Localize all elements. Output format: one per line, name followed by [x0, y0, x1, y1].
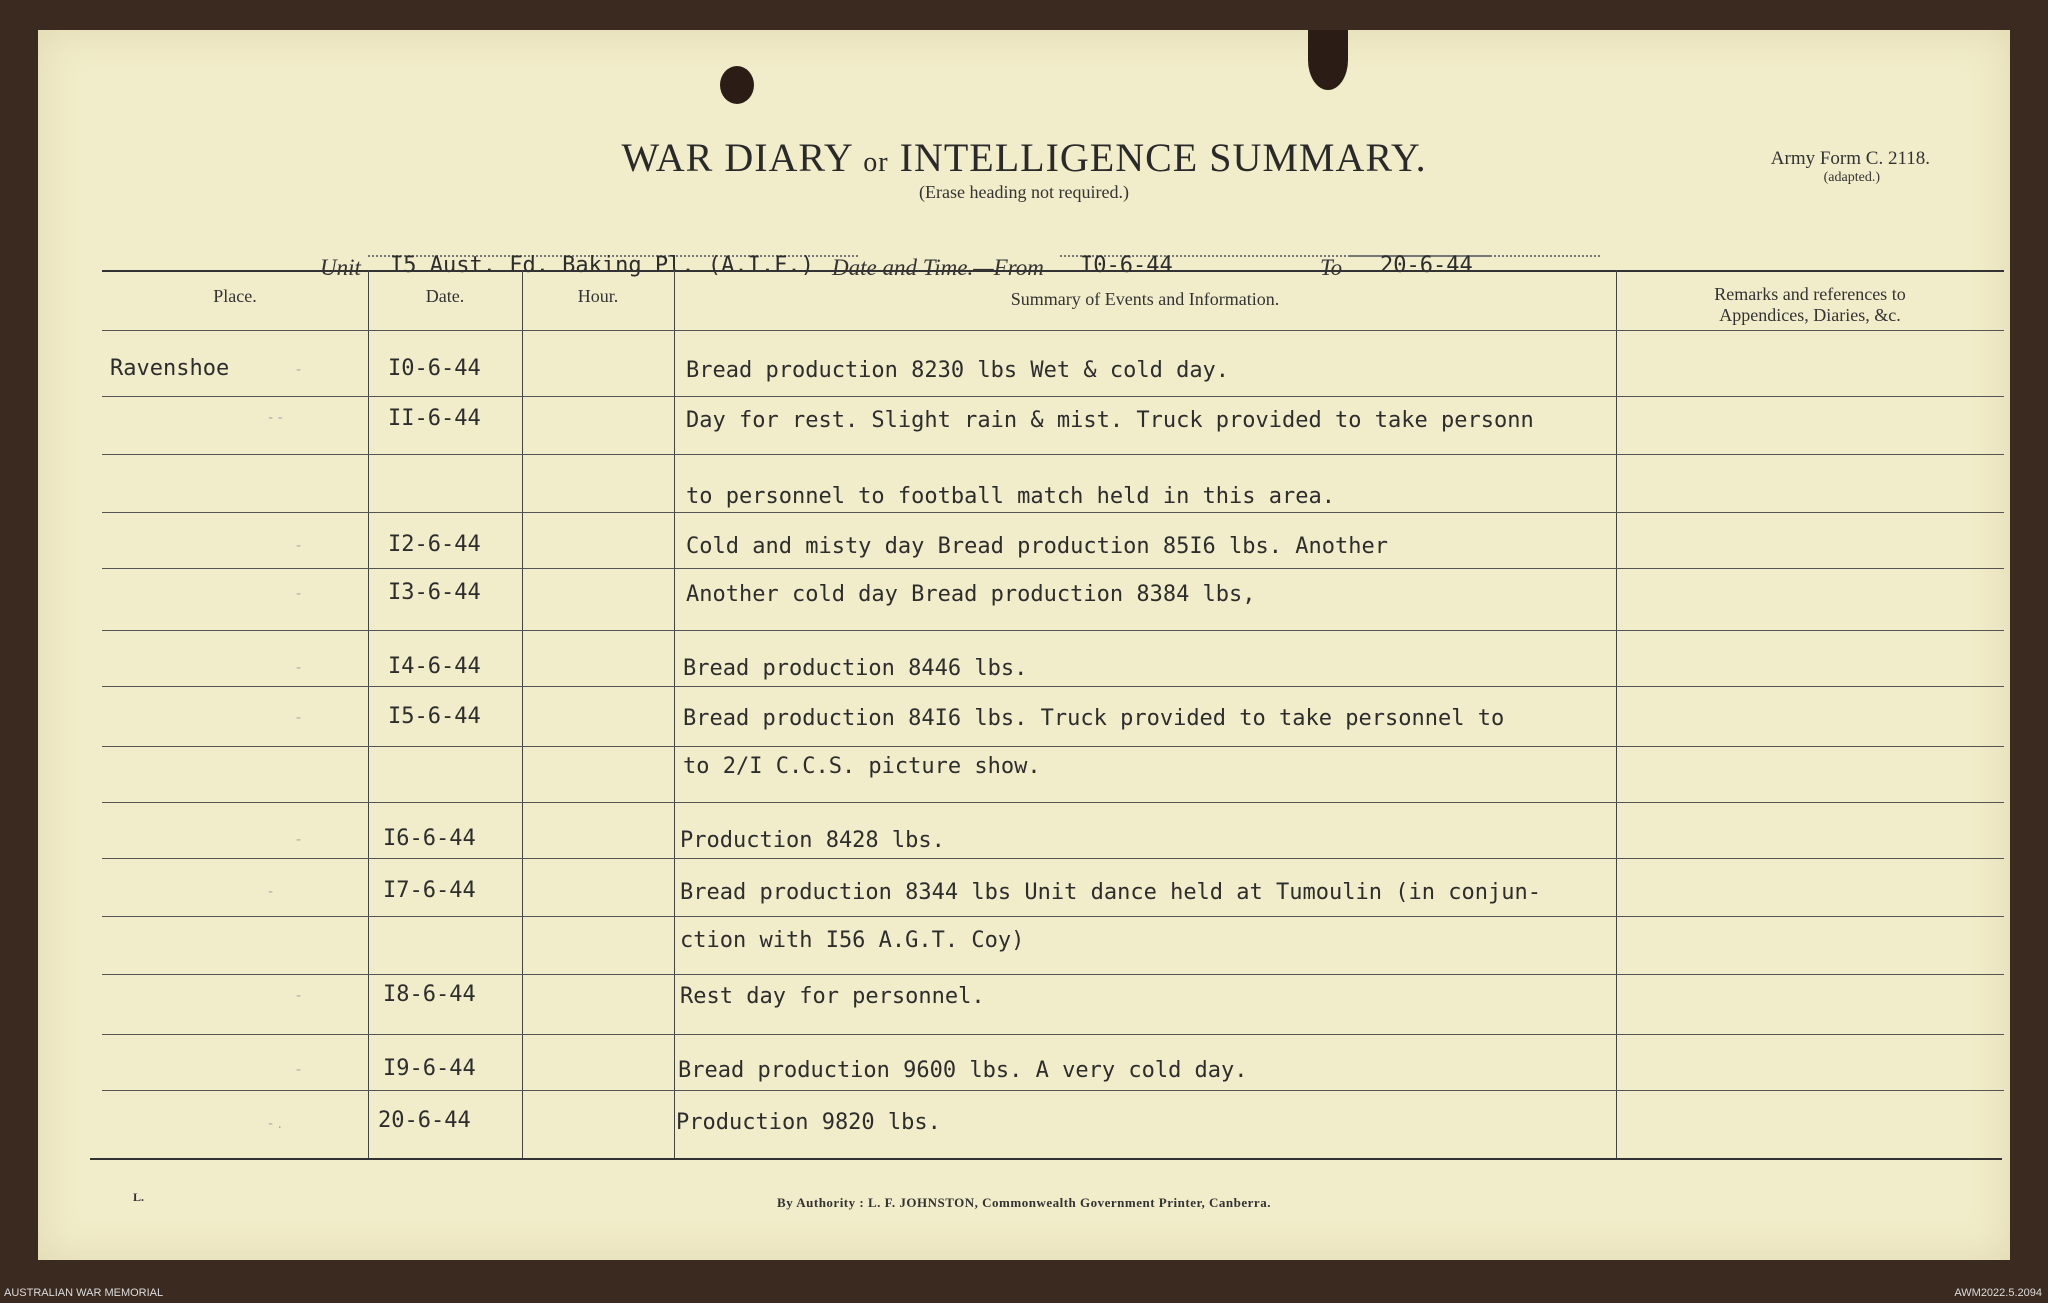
column-header-summary: Summary of Events and Information.: [1010, 289, 1280, 309]
row-rule: [102, 974, 2004, 975]
table-bottom-rule: [90, 1158, 2002, 1160]
printer-authority: By Authority : L. F. JOHNSTON, Commonwealth Government Printer, Canberra.: [777, 1195, 1271, 1210]
ditto-dash: -: [268, 884, 274, 900]
row-rule: [102, 1034, 2004, 1035]
column-divider-place-date: [368, 270, 369, 1158]
row-rule: [102, 454, 2004, 455]
remarks-header-line-2: Appendices, Diaries, &c.: [1719, 305, 1901, 325]
punch-hole: [720, 66, 754, 104]
title-intelligence-summary: INTELLIGENCE SUMMARY.: [899, 135, 1427, 180]
column-header-place: Place.: [213, 286, 257, 306]
form-mark: L.: [133, 1190, 145, 1204]
ditto-dash: -: [296, 832, 302, 848]
column-header-date: Date.: [425, 286, 465, 306]
entry-date: 20-6-44: [378, 1108, 471, 1133]
entry-summary: Bread production 84I6 lbs. Truck provided to take personnel to: [683, 706, 1505, 731]
row-rule: [102, 916, 2004, 917]
entry-summary: Rest day for personnel.: [680, 984, 985, 1009]
row-rule: [102, 568, 2004, 569]
entry-summary: Day for rest. Slight rain & mist. Truck provided to take personn: [686, 408, 1534, 433]
entry-place: Ravenshoe: [110, 356, 230, 381]
unit-value: I5 Aust. Fd. Baking Pl. (A.I.F.): [390, 253, 814, 278]
army-form-label: Army Form C. 2118.: [1770, 148, 1930, 169]
entry-summary: Bread production 8446 lbs.: [683, 656, 1028, 681]
row-rule: [102, 512, 2004, 513]
entry-date: I6-6-44: [383, 826, 476, 851]
entry-date: I2-6-44: [388, 532, 481, 557]
from-date: I0-6-44: [1080, 253, 1173, 278]
entry-summary: Another cold day Bread production 8384 lbs,: [686, 582, 1256, 607]
entry-date: I3-6-44: [388, 580, 481, 605]
entry-date: I5-6-44: [388, 704, 481, 729]
entry-date: I8-6-44: [383, 982, 476, 1007]
date-time-label: Date and Time.—From: [832, 255, 1044, 280]
archive-reference: AWM2022.5.2094: [1954, 1287, 2042, 1299]
entry-summary: ction with I56 A.G.T. Coy): [680, 928, 1025, 953]
to-label: To: [1320, 255, 1343, 280]
row-rule: [102, 1090, 2004, 1091]
entry-summary: Cold and misty day Bread production 85I6 lbs. Another: [686, 534, 1388, 559]
row-rule: [102, 746, 2004, 747]
entry-date: I7-6-44: [383, 878, 476, 903]
column-divider-hour-summary: [674, 270, 675, 1158]
ditto-dash: -: [296, 1062, 302, 1078]
entry-date: I4-6-44: [388, 654, 481, 679]
entry-summary: to 2/I C.C.S. picture show.: [683, 754, 1041, 779]
entry-summary: Bread production 8230 lbs Wet & cold day.: [686, 358, 1230, 383]
row-rule: [102, 858, 2004, 859]
ditto-dash: -: [296, 586, 302, 602]
ditto-dash: - -: [268, 410, 283, 426]
row-rule: [102, 396, 2004, 397]
ditto-dash: -: [296, 988, 302, 1004]
war-diary-form: [38, 30, 2010, 1260]
table-top-rule: [102, 270, 2004, 272]
torn-punch-hole: [1308, 30, 1348, 90]
ditto-dash: -: [296, 362, 302, 378]
column-divider-summary-remarks: [1616, 270, 1617, 1158]
archive-credit: AUSTRALIAN WAR MEMORIAL: [4, 1287, 164, 1299]
title-war-diary: WAR DIARY: [621, 135, 853, 180]
entry-summary: Bread production 9600 lbs. A very cold day.: [678, 1058, 1248, 1083]
unit-label: Unit: [320, 255, 361, 280]
adapted-label: (adapted.): [1823, 170, 1880, 185]
ditto-dash: -: [296, 538, 302, 554]
title-or: or: [863, 147, 889, 178]
entry-date: II-6-44: [388, 406, 481, 431]
entry-summary: to personnel to football match held in this area.: [686, 484, 1336, 509]
entry-summary: Production 8428 lbs.: [680, 828, 945, 853]
remarks-header-line-1: Remarks and references to: [1714, 284, 1906, 304]
ditto-dash: -: [296, 660, 302, 676]
column-header-remarks: [1616, 284, 2004, 326]
column-header-hour: Hour.: [577, 286, 619, 306]
entry-summary: Production 9820 lbs.: [676, 1110, 941, 1135]
entry-date: I9-6-44: [383, 1056, 476, 1081]
to-date: 20-6-44: [1380, 253, 1473, 278]
entry-date: I0-6-44: [388, 356, 481, 381]
row-rule: [102, 686, 2004, 687]
ditto-dash: - .: [268, 1116, 282, 1132]
row-rule: [102, 802, 2004, 803]
ditto-dash: -: [296, 710, 302, 726]
header-bottom-rule: [102, 330, 2004, 331]
entry-summary: Bread production 8344 lbs Unit dance held at Tumoulin (in conjun-: [680, 880, 1541, 905]
row-rule: [102, 630, 2004, 631]
form-title: [38, 134, 2010, 181]
army-form-number: [1771, 148, 1930, 186]
column-divider-date-hour: [522, 270, 523, 1158]
form-subtitle: (Erase heading not required.): [919, 182, 1129, 202]
